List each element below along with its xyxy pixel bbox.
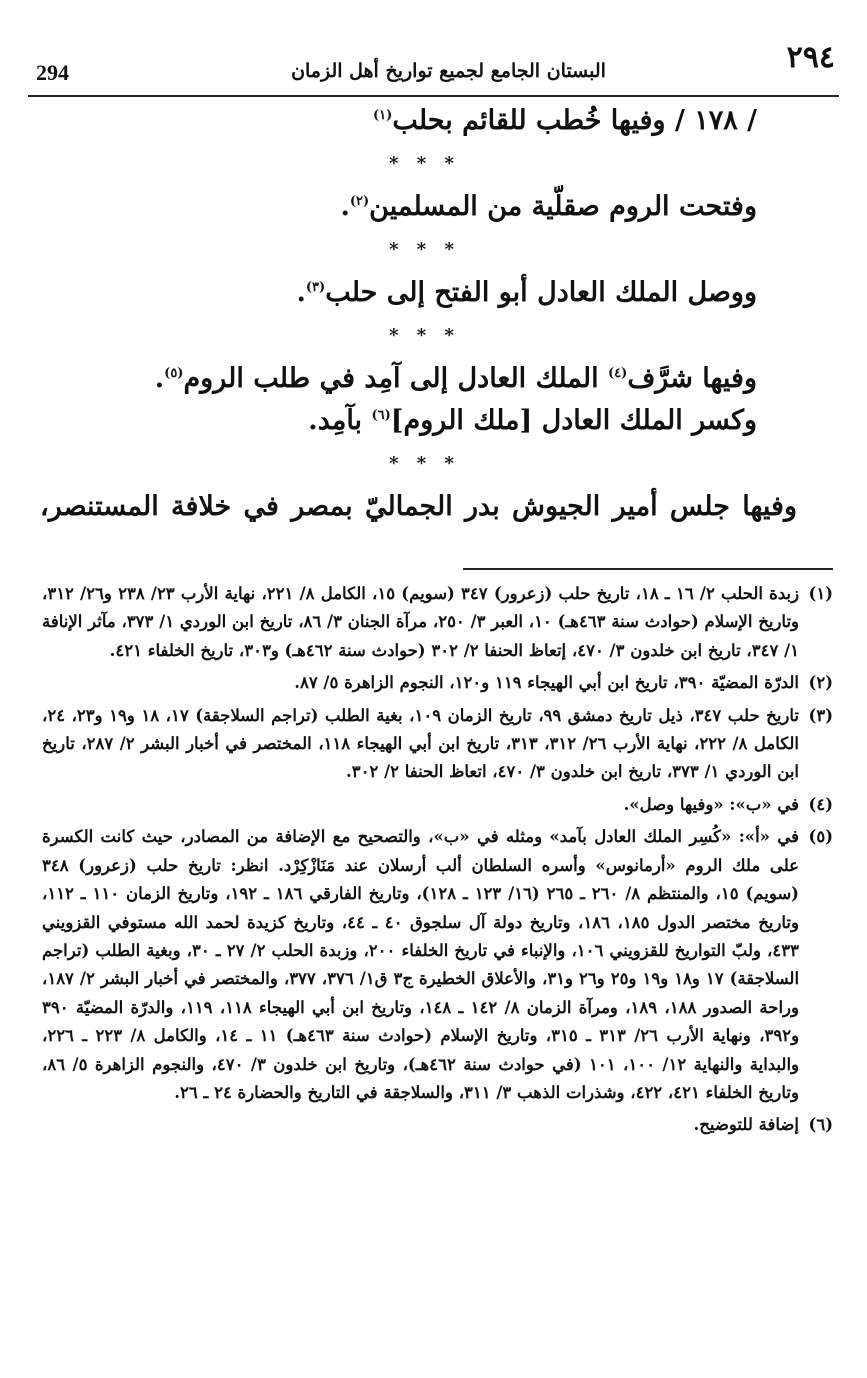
footnote-ref: (٥) xyxy=(164,366,184,381)
page-header xyxy=(22,40,845,90)
header-rule xyxy=(28,95,839,97)
footnote-number: (٣) xyxy=(808,705,833,725)
footnote-text: تاريخ حلب ٣٤٧، ذيل تاريخ دمشق ٩٩، تاريخ الزمان ١٠٩، بغية الطلب (تراجم السلاجقة) ١٧، ١٨ و١٩ و٢٣، ٢٤، الكامل ٨/ ٢٢٢، نهاية الأرب ٢٦/ ٣١٢، ٣١٣، تاريخ ابن أبي الهيجاء ١١٨، المختصر في أخبار البشر ٢/ ٢٨٧، تاريخ ابن الوردي ١/ ٣٧٣، تاريخ ابن خلدون ٣/ ٤٧٠، اتعاظ الحنفا ٢/ ٣٠٢. xyxy=(42,705,799,782)
main-line-text: وكسر الملك العادل [ملك الروم] xyxy=(390,405,757,436)
footnote-ref: (١) xyxy=(373,108,393,123)
footnotes xyxy=(42,580,833,1144)
footnote xyxy=(42,669,833,697)
page-number-latin: 294 xyxy=(36,60,69,85)
footnote-ref: (٣) xyxy=(305,280,326,295)
main-line-text: وفتحت الروم صقلّية من المسلمين xyxy=(369,191,757,222)
main-line-text: وفيها شرَّف xyxy=(627,363,757,394)
footnote-ref: (٢) xyxy=(349,194,370,209)
section-separator: * * * xyxy=(389,325,460,346)
period: . xyxy=(340,191,350,222)
footnote-number: (٢) xyxy=(808,673,833,693)
footnote xyxy=(42,791,833,819)
footnote-text: الدرّة المضيّة ٣٩٠، تاريخ ابن أبي الهيجاء ١١٩ و١٢٠، النجوم الزاهرة ٥/ ٨٧. xyxy=(294,673,799,693)
book-title: البستان الجامع لجميع تواريخ أهل الزمان xyxy=(291,60,606,82)
footnote-text: في «ب»: «وفيها وصل». xyxy=(623,794,799,814)
footnote-number: (١) xyxy=(808,584,833,603)
footnote-text: إضافة للتوضيح. xyxy=(693,1115,799,1135)
footnote-number: (٥) xyxy=(808,827,833,847)
footnote-text: في «أ»: «كُسِر الملك العادل بآمد» ومثله في «ب»، والتصحيح مع الإضافة من المصادر، حيث كانت الكسرة على ملك الروم «أرمانوس» وأسره السلطان ألب أرسلان عند مَنَازْكِرْد. انظر: تاريخ حلب (زعرور) ٣٤٨ (سويم) ١٥، والمنتظم ٨/ ٢٦٠ ـ ٢٦٥ (١٦/ ١٢٣ ـ ١٢٨)، وتاريخ الفارقي ١٨٦ ـ ١٩٢، وتاريخ الزمان ١١٠ ـ ١١٢، وتاريخ مختصر الدول ١٨٥، ١٨٦، وتاريخ دولة آل سلجوق ٤٠ ـ ٤٤، وتاريخ كزيدة لحمد الله مستوفي القزويني ٤٣٣، ولبّ التواريخ للقزويني ١٠٦، والإنباء في تاريخ الخلفاء ٢٠٠، وزبدة الحلب ٢/ ٢٧ ـ ٣٠، وبغية الطلب (تراجم السلاجقة) ١٧ و١٨ و١٩ و٢٥ و٢٦ و٣١، والأعلاق الخطيرة ج٣ ق١/ ٣٧٦، ٣٧٧، والمختصر في أخبار البشر ٢/ ١٨٧، وراحة الصدور ١٨٨، ١٨٩، ومرآة الزمان ٨/ ١٤٢ ـ ١٤٨، وتاريخ ابن أبي الهيجاء ١١٨، ١١٩، والدرّة المضيّة ٣٩٠ و٣٩٢، ونهاية الأرب ٢٦/ ٣١٣ ـ ٣١٥، وتاريخ الإسلام (حوادث سنة ٤٦٣هـ) ١١ ـ ١٤، والكامل ٨/ ٢٢٣ ـ ٢٢٦، والبداية والنهاية ١٢/ ١٠٠، ١٠١ (في حوادث سنة ٤٦٢هـ)، وتاريخ ابن خلدون ٣/ ٤٧٠، والنجوم الزاهرة ٥/ ٨٦، وتاريخ الخلفاء ٤٢١، ٤٢٢، وشذرات الذهب ٣/ ٣١١، والسلاجقة في التاريخ والحضارة ٢٤ ـ ٢٦. xyxy=(42,827,800,1102)
main-line xyxy=(40,358,757,400)
footnote xyxy=(42,1111,833,1139)
main-line-text: ووصل الملك العادل أبو الفتح إلى حلب xyxy=(325,277,757,308)
main-line xyxy=(40,400,757,442)
footnote xyxy=(42,823,833,1107)
main-line xyxy=(40,486,797,528)
footnote-number: (٦) xyxy=(808,1115,833,1135)
main-line-text: بآمِد. xyxy=(308,405,372,436)
main-line-text: / ١٧٨ / وفيها خُطب للقائم بحلب xyxy=(392,105,757,136)
section-separator: * * * xyxy=(389,453,460,474)
main-line xyxy=(40,186,757,228)
footnote xyxy=(42,702,833,787)
section-separator: * * * xyxy=(389,153,460,174)
footnote xyxy=(42,580,833,665)
footnote-text: زبدة الحلب ٢/ ١٦ ـ ١٨، تاريخ حلب (زعرور) ٣٤٧ (سويم) ١٥، الكامل ٨/ ٢٢١، نهاية الأرب ٢٣/ ٢٣٨ و٢٦/ ٣١٢، وتاريخ الإسلام (حوادث سنة ٤٦٣هـ) ١٠، العبر ٣/ ٢٥٠، مرآة الجنان ٣/ ٨٦، تاريخ ابن الوردي ١/ ٣٧٣، مآثر الإنافة ١/ ٣٤٧، تاريخ ابن خلدون ٣/ ٤٧٠، إتعاظ الحنفا ٢/ ٣٠٢ (حوادث سنة ٤٦٢هـ) و٣٠٣، تاريخ الخلفاء ٤٢١. xyxy=(42,584,800,660)
section-separator: * * * xyxy=(389,239,460,260)
main-line xyxy=(40,100,757,142)
main-line xyxy=(40,272,757,314)
main-line-text: وفيها جلس أمير الجيوش بدر الجماليّ بمصر في خلافة المستنصر، xyxy=(40,491,797,522)
footnote-ref: (٤) xyxy=(608,366,628,381)
footnote-number: (٤) xyxy=(808,794,833,814)
main-line-text: الملك العادل إلى آمِد في طلب الروم xyxy=(183,363,609,394)
period: . xyxy=(154,363,165,394)
period: . xyxy=(296,277,306,308)
footnote-ref: (٦) xyxy=(371,408,391,423)
footnote-separator xyxy=(463,568,833,570)
page-number-arabic: ٢٩٤ xyxy=(786,40,835,75)
main-text xyxy=(40,100,827,528)
